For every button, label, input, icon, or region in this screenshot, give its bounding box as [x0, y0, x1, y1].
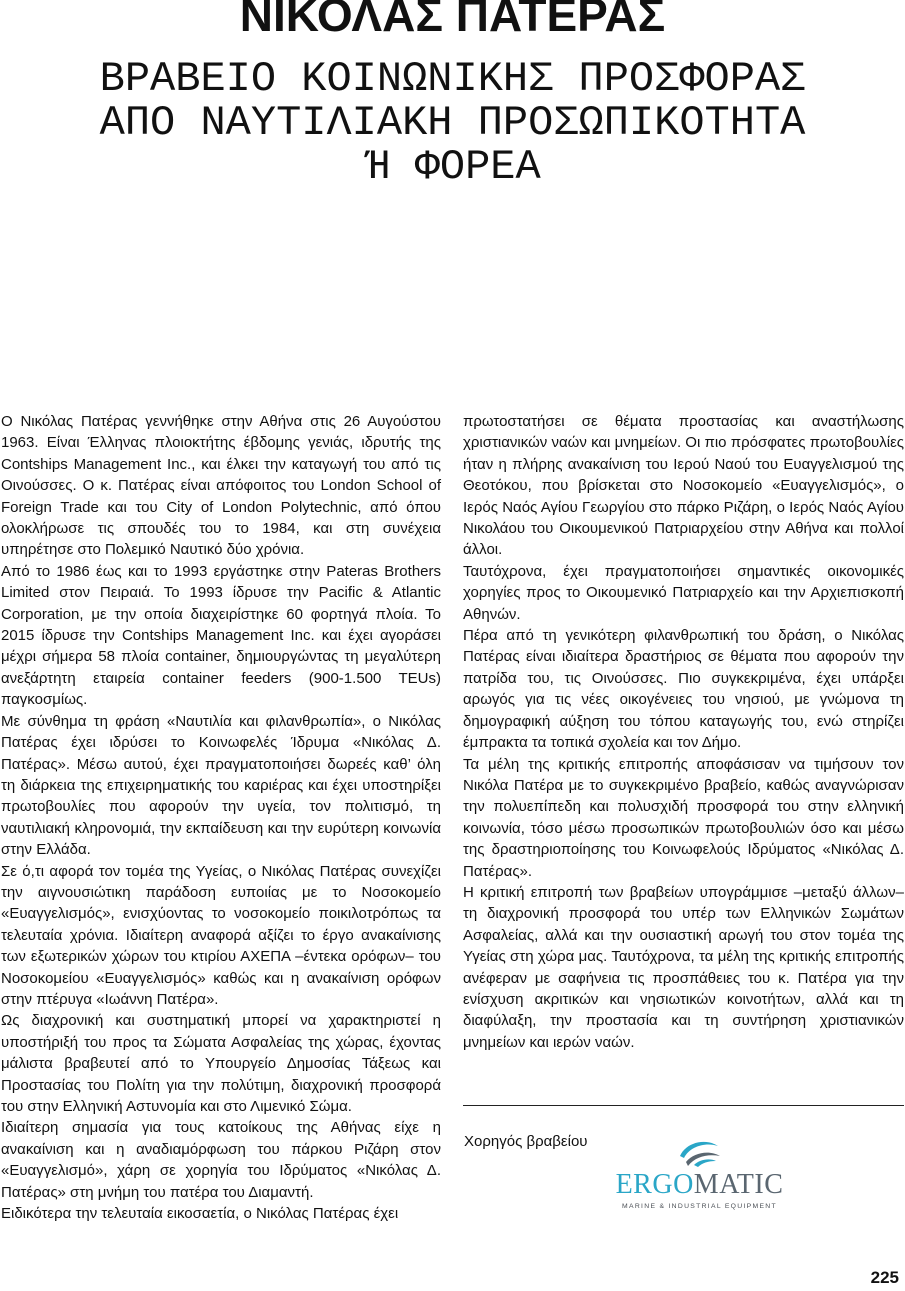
- honoree-name: ΝΙΚΟΛΑΣ ΠΑΤΕΡΑΣ: [239, 0, 666, 41]
- paragraph: Πέρα από τη γενικότερη φιλανθρωπική του δράση, ο Νικόλας Πατέρας είναι ιδιαίτερα δραστήριος σε θέματα που αφορούν την πατρίδα του, τις Οινούσσες. Πιο συγκεκριμένα, έχει υπάρξει αρωγός για τις νέες οικογένειες του νησιού, με γνώμονα τη δημογραφική αύξηση του τόπου καταγωγής του, ενώ στηρίζει έμπρακτα τα τοπικά σχολεία και τον Δήμο.: [463, 627, 904, 752]
- sponsor-label: Χορηγός βραβείου: [464, 1133, 588, 1150]
- paragraph: πρωτοστατήσει σε θέματα προστασίας και αναστήλωσης χριστιανικών ναών και μνημείων. Οι πιο πρόσφατες πρωτοβουλίες ήταν η πλήρης ανακαίνιση του Ιερού Ναού του Ευαγγελισμού της Θεοτόκου, που βρίσκεται στο Νοσοκομείο «Ευαγγελισμός», ο Ιερός Ναός Αγίου Γεωργίου στο πάρκο Ριζάρη, ο Ιερός Ναός Αγίου Νικολάου του Οικουμενικού Πατριαρχείου στην Αθήνα και πολλοί άλλοι.: [463, 413, 904, 559]
- paragraph: Η κριτική επιτροπή των βραβείων υπογράμμισε –μεταξύ άλλων– τη διαχρονική προσφορά του υπέρ των Ελληνικών Σωμάτων Ασφαλείας, αλλά και την ουσιαστική αρωγή του στον τομέα της Υγείας στη χώρα μας. Ταυτόχρονα, τα μέλη της κριτικής επιτροπής ανέφεραν με σαφήνεια τις προσπάθειες του κ. Πατέρα για την ενίσχυση ακριτικών και νησιωτικών κοινοτήτων, αλλά και τη διαφύλαξη, την προστασία και τη συντήρηση χριστιανικών μνημείων και ιερών ναών.: [463, 883, 904, 1051]
- award-title-line: ΒΡΑΒΕΙΟ ΚΟΙΝΩΝΙΚΗΣ ΠΡΟΣΦΟΡΑΣ: [99, 55, 806, 103]
- article-right-column: [463, 411, 904, 1053]
- sponsor-divider: [463, 1105, 904, 1106]
- award-title-line: ΑΠΟ ΝΑΥΤΙΛΙΑΚΗ ΠΡΟΣΩΠΙΚΟΤΗΤΑ: [99, 99, 806, 147]
- ergomatic-swoosh-icon: [676, 1136, 722, 1168]
- logo-word-matic: MATIC: [693, 1169, 784, 1200]
- paragraph: Με σύνθημα τη φράση «Ναυτιλία και φιλανθρωπία», ο Νικόλας Πατέρας έχει ιδρύσει το Κοινωφελές Ίδρυμα «Νικόλας Δ. Πατέρας». Μέσω αυτού, έχει πραγματοποιήσει δωρεές καθ’ όλη τη διάρκεια της επιχειρηματικής του καριέρας και έχει υποστηρίξει πρωτοβουλίες που αφορούν την υγεία, τον πολιτισμό, τη ναυτιλιακή κληρονομιά, την εκπαίδευση και την ευρύτερη κοινωνία στην Ελλάδα.: [1, 712, 441, 859]
- page-number: 225: [870, 1268, 899, 1287]
- paragraph: Ως διαχρονική και συστηματική μπορεί να χαρακτηριστεί η υποστήριξή του προς τα Σώματα Ασφαλείας της χώρας, έχοντας μάλιστα βραβευτεί από το Υπουργείο Δημοσίας Τάξεως και Προστασίας του Πολίτη για την πολύτιμη, διαχρονική προσφορά του στην Ελληνική Αστυνομία και στο Λιμενικό Σώμα.: [1, 1012, 441, 1115]
- award-title: [40, 57, 865, 189]
- sponsor-logo: [612, 1136, 787, 1220]
- paragraph: Ειδικότερα την τελευταία εικοσαετία, ο Νικόλας Πατέρας έχει: [1, 1205, 399, 1223]
- sponsor-logo-wordmark: [612, 1170, 787, 1200]
- sponsor-logo-tagline: MARINE & INDUSTRIAL EQUIPMENT: [622, 1203, 777, 1210]
- paragraph: Ταυτόχρονα, έχει πραγματοποιήσει σημαντικές οικονομικές χορηγίες προς το Οικουμενικό Πατριαρχείο και την Αρχιεπισκοπή Αθηνών.: [463, 562, 904, 623]
- article-left-column: [1, 411, 441, 1224]
- paragraph: Ιδιαίτερη σημασία για τους κατοίκους της Αθήνας είχε η ανακαίνιση και η αναδιαμόρφωση του πάρκου Ριζάρη στον «Ευαγγελισμό», χάρη σε χορηγία του Ιδρύματος «Νικόλας Δ. Πατέρας» στη μνήμη του πατέρα του Διαμαντή.: [1, 1119, 441, 1201]
- paragraph: Από το 1986 έως και το 1993 εργάστηκε στην Pateras Brothers Limited στον Πειραιά. Το 1993 ίδρυσε την Pacific & Atlantic Corporation, με την οποία διαχειρίστηκε 60 φορτηγά πλοία. Το 2015 ίδρυσε την Contships Management Inc. και έχει αγοράσει μέχρι σήμερα 58 πλοία container, δημιουργώντας τη μεγαλύτερη ανεξάρτητη εταιρεία container feeders (900-1.500 TEUs) παγκοσμίως.: [1, 562, 441, 709]
- award-title-line: Ή ΦΟΡΕΑ: [364, 143, 541, 191]
- paragraph: Ο Νικόλας Πατέρας γεννήθηκε στην Αθήνα στις 26 Αυγούστου 1963. Είναι Έλληνας πλοιοκτήτης έβδομης γενιάς, ιδρυτής της Contships Management Inc., και έλκει την καταγωγή του από τις Οινούσσες. Ο κ. Πατέρας είναι απόφοιτος του London School of Foreign Trade και του City of London Polytechnic, από όπου ολοκλήρωσε τις σπουδές του το 1984, και στη συνέχεια υπηρέτησε στο Πολεμικό Ναυτικό δύο χρόνια.: [1, 413, 441, 559]
- logo-word-ergo: ERGO: [615, 1169, 694, 1200]
- paragraph: Σε ό,τι αφορά τον τομέα της Υγείας, ο Νικόλας Πατέρας συνεχίζει την αιγνουσιώτικη παράδοση ευποιίας με το Νοσοκομείο «Ευαγγελισμός», ενισχύοντας το νοσοκομείο ποικιλοτρόπως τα τελευταία χρόνια. Ιδιαίτερη αναφορά αξίζει το έργο ανακαίνισης των εξωτερικών χώρων του κτιρίου ΑΧΕΠΑ –έντεκα ορόφων– του Νοσοκομείου «Ευαγγελισμός» καθώς και η ανακαίνιση ορόφων στην πτέρυγα «Ιωάννη Πατέρα».: [1, 862, 441, 1008]
- paragraph: Τα μέλη της κριτικής επιτροπής αποφάσισαν να τιμήσουν τον Νικόλα Πατέρα με το συγκεκριμένο βραβείο, καθώς αναγνώρισαν την πολυεπίπεδη και πολυσχιδή προσφορά του στην ελληνική κοινωνία, τόσο μέσω προσωπικών πρωτοβουλιών όσο και μέσω της δραστηριοποίησης του Κοινωφελούς Ιδρύματος «Νικόλας Δ. Πατέρας».: [463, 755, 904, 880]
